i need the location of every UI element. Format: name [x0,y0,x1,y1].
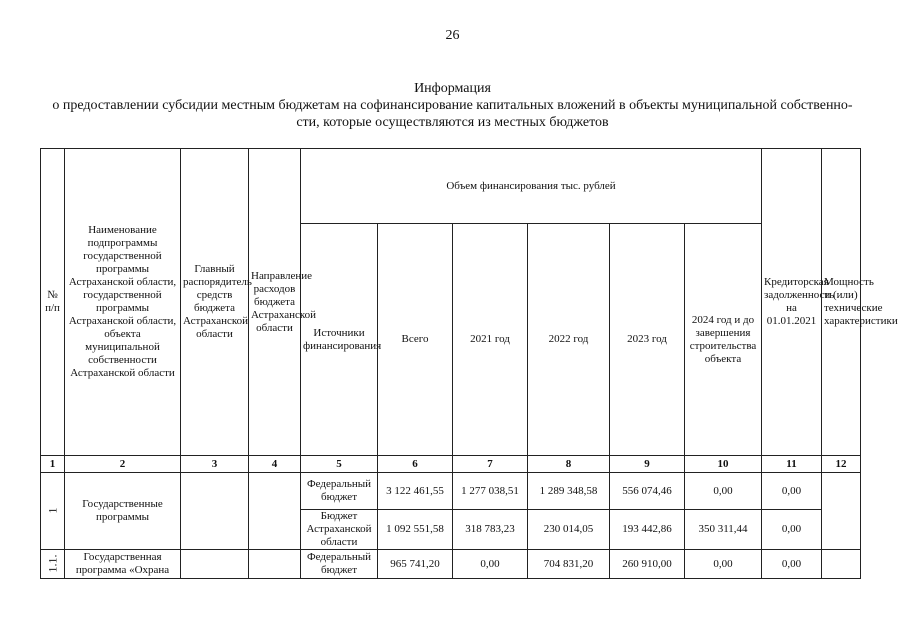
column-number: 11 [762,456,822,473]
row-direction [249,473,301,550]
row-2021: 0,00 [453,550,528,579]
row-2022: 704 831,20 [528,550,610,579]
row-2022: 230 014,05 [528,510,610,550]
row-2021: 1 277 038,51 [453,473,528,510]
column-number: 9 [610,456,685,473]
column-number: 6 [378,456,453,473]
row-2024: 0,00 [685,550,762,579]
row-2024: 350 311,44 [685,510,762,550]
row-total: 965 741,20 [378,550,453,579]
table-row [41,473,861,510]
row-direction [249,550,301,579]
header-col-debt: Кредиторская задолженность на 01.01.2021 [762,149,822,456]
row-number: 1 [41,473,65,550]
column-number: 10 [685,456,762,473]
title-line-3: сти, которые осуществляются из местных бюджетов [296,115,609,130]
row-2023: 260 910,00 [610,550,685,579]
header-col-2021: 2021 год [453,224,528,456]
row-2024: 0,00 [685,473,762,510]
title-line-1: Информация [414,81,491,96]
column-numbers-row [41,456,861,473]
header-col-direction: Направление расходов бюджета Астраханской области [249,149,301,456]
column-number: 2 [65,456,181,473]
header-col-num: № п/п [41,149,65,456]
header-col-name: Наименование подпрограммы государственной программы Астраханской области, государственной программы Астраханской области, объекта муниципальной собственности Астраханской области [65,149,181,456]
table-row [41,550,861,579]
row-source: Бюджет Астраханской области [301,510,378,550]
column-number: 1 [41,456,65,473]
row-capacity [822,550,861,579]
header-group-financing: Объем финансирования тыс. рублей [301,149,762,224]
row-source: Федеральный бюджет [301,473,378,510]
column-number: 4 [249,456,301,473]
row-2021: 318 783,23 [453,510,528,550]
column-number: 12 [822,456,861,473]
row-2023: 556 074,46 [610,473,685,510]
row-name: Государственная программа «Охрана [65,550,181,579]
column-number: 8 [528,456,610,473]
header-col-2024: 2024 год и до завершения строительства объекта [685,224,762,456]
header-col-total: Всего [378,224,453,456]
row-manager [181,473,249,550]
column-number: 3 [181,456,249,473]
document-title [20,80,885,131]
row-name: Государственные программы [65,473,181,550]
row-debt: 0,00 [762,473,822,510]
header-col-source: Источники финансирования [301,224,378,456]
row-2023: 193 442,86 [610,510,685,550]
row-manager [181,550,249,579]
row-number: 1.1. [41,550,65,579]
row-debt: 0,00 [762,510,822,550]
header-col-manager: Главный распорядитель средств бюджета Астраханской области [181,149,249,456]
page-number: 26 [445,28,460,43]
row-source: Федеральный бюджет [301,550,378,579]
column-number: 5 [301,456,378,473]
row-total: 3 122 461,55 [378,473,453,510]
header-col-capacity: Мощность и (или) технические характеристики [822,149,861,456]
header-col-2022: 2022 год [528,224,610,456]
title-line-2: о предоставлении субсидии местным бюджетам на софинансирование капитальных вложений в объекты муниципальной собственно- [52,98,853,113]
financing-table [40,148,898,579]
header-col-2023: 2023 год [610,224,685,456]
row-debt: 0,00 [762,550,822,579]
row-capacity [822,473,861,550]
column-number: 7 [453,456,528,473]
row-2022: 1 289 348,58 [528,473,610,510]
row-total: 1 092 551,58 [378,510,453,550]
